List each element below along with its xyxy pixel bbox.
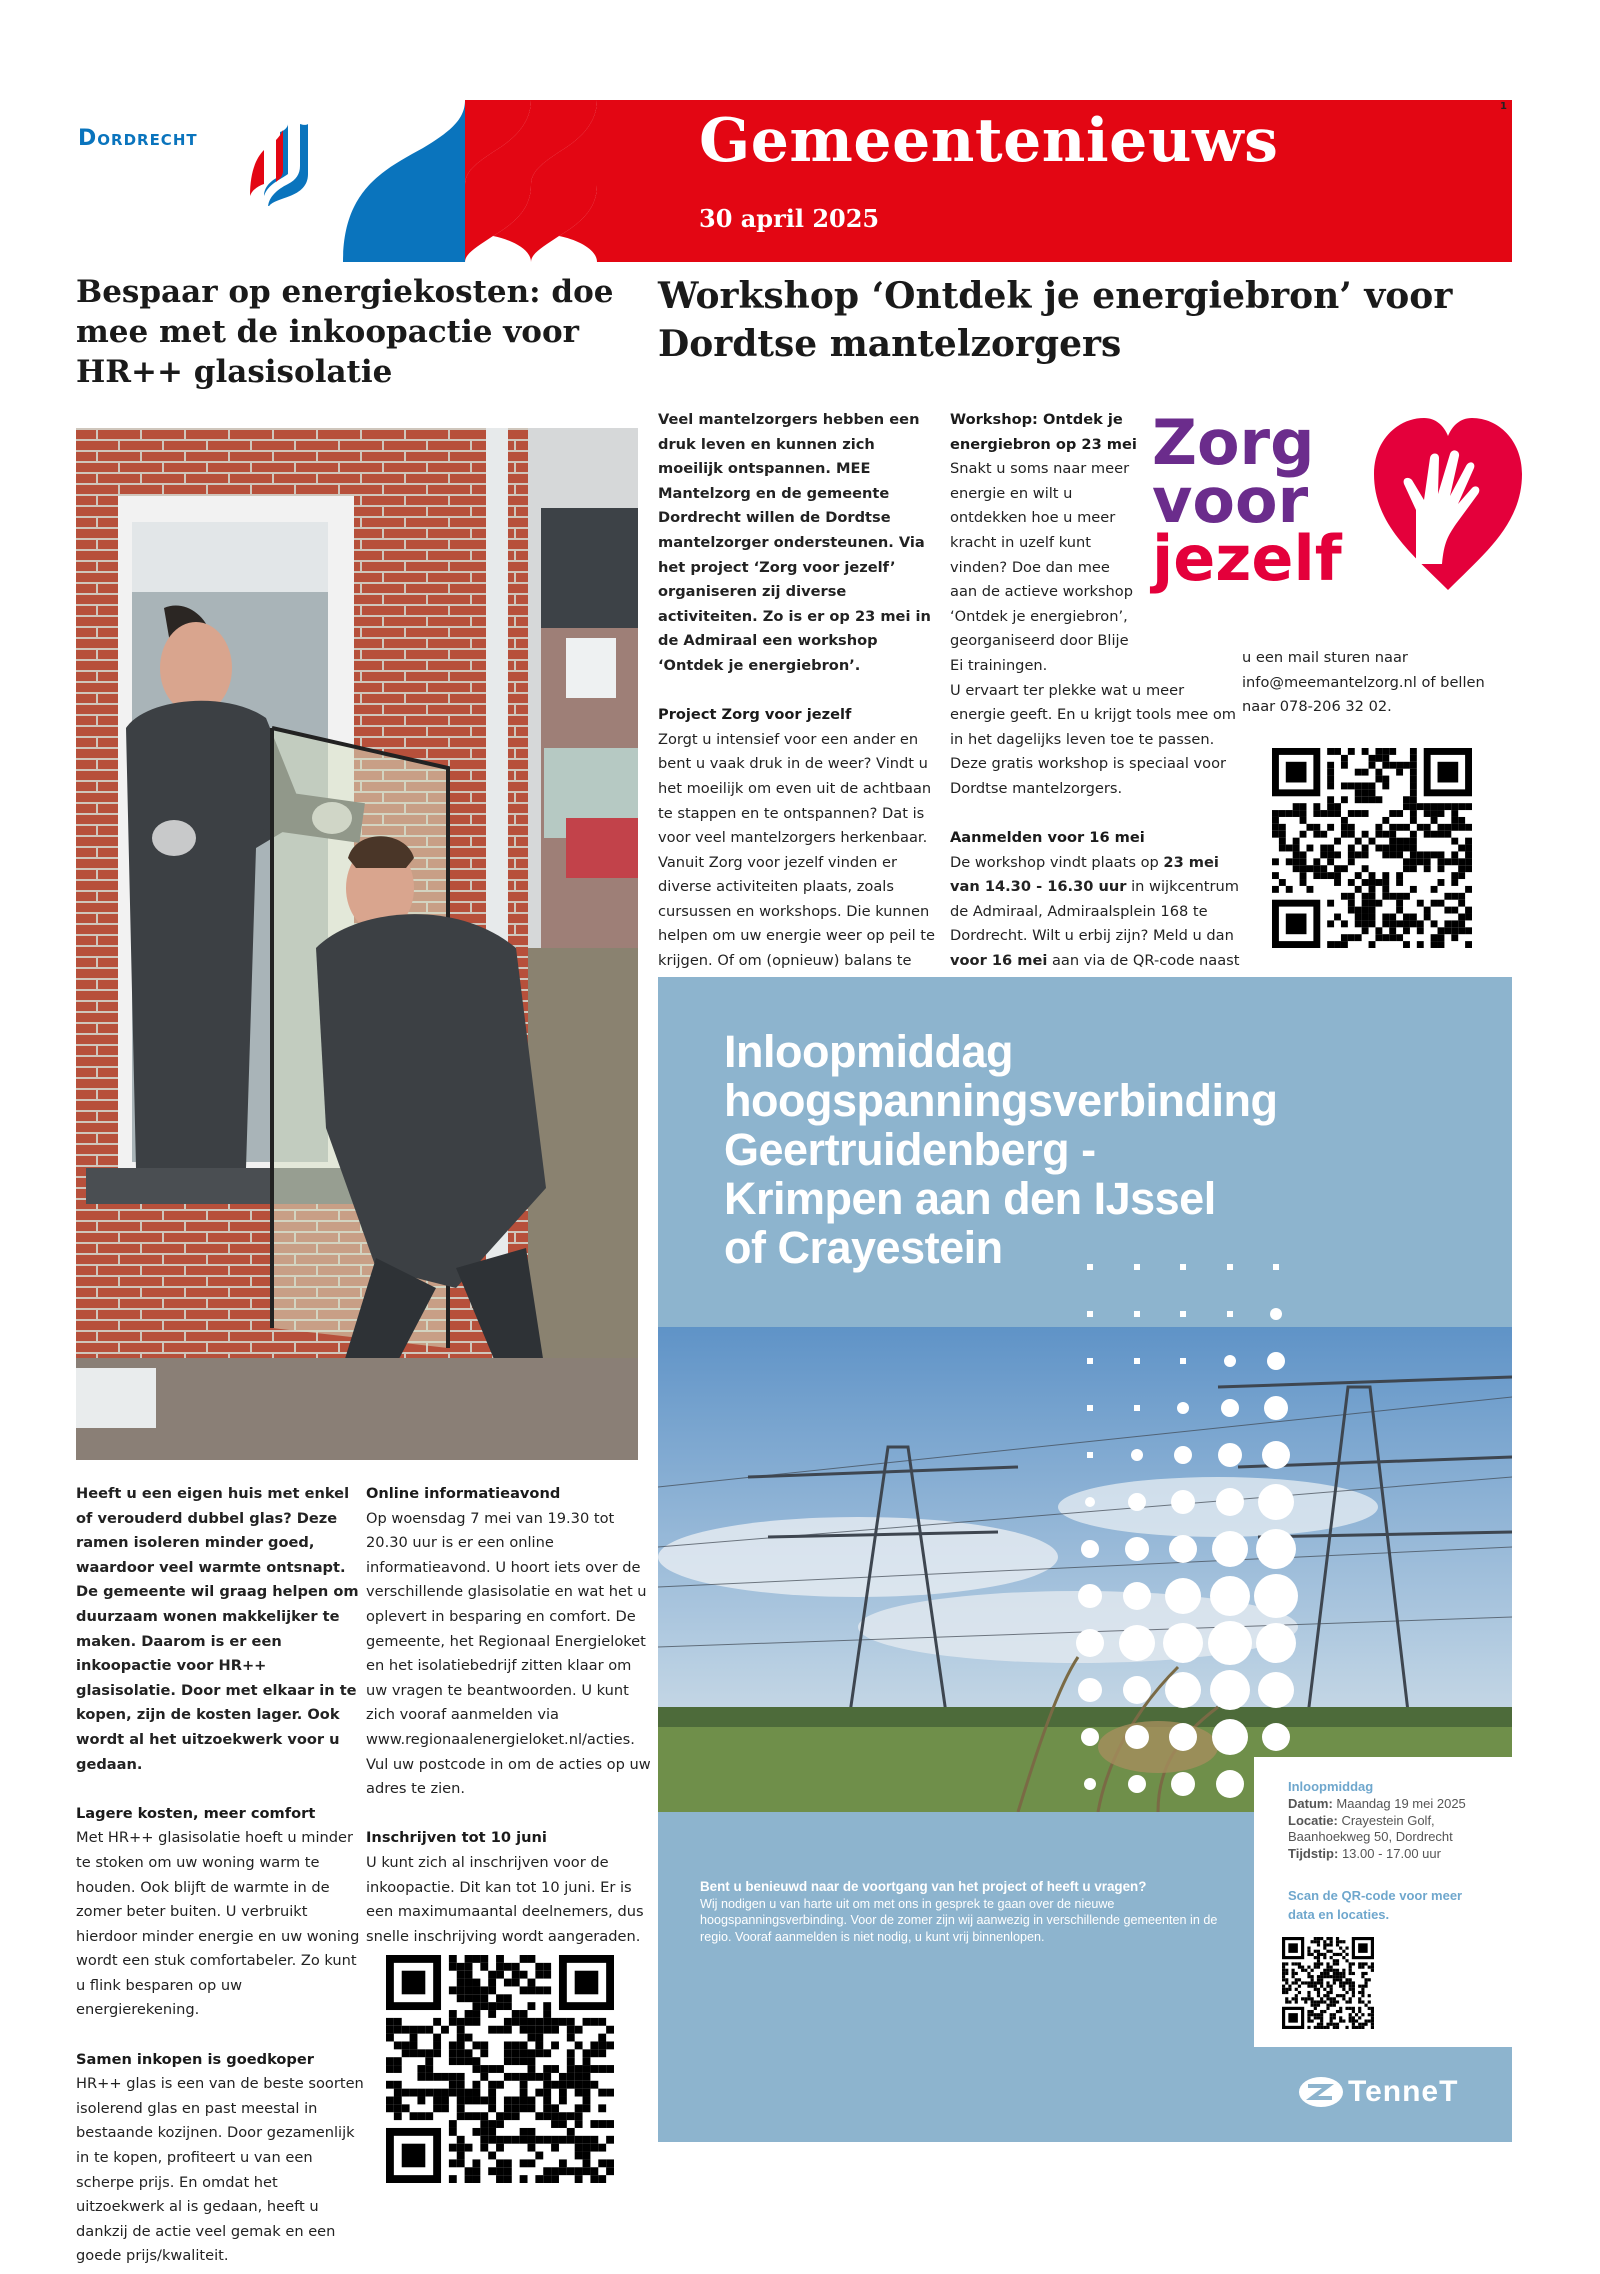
pattern-dot [1258,1672,1294,1708]
pattern-dot [1221,1399,1239,1417]
page-number: 1 [1500,101,1507,112]
section-body: Snakt u soms naar meer energie en wilt u ontdekken hoe u meer kracht in uzelf kunt vinden? Doe dan mee aan de actieve workshop ‘Ontdek je energiebron’, georganiseerd door Blije Ei trainingen. [950,460,1133,674]
section-body: Zorgt u intensief voor een ander en bent u vaak druk in de weer? Vindt u het moeilijk om even uit de achtbaan te stappen en te ontspannen? Dat is voor veel mantelzorgers herkenbaar. Vanuit Zorg voor jezelf vinden er diverse activiteiten plaats, zoals cursussen en workshops. Die kunnen helpen om uw energie weer op peil te krijgen. Of om (opnieuw) balans te [658,730,935,970]
pattern-dot [1125,1537,1149,1561]
text-part: in wijkcentrum de Admiraal, Admiraalsplein 168 te Dordrecht. Wilt u erbij zijn? Meld u dan [950,878,1239,945]
section-body: U kunt zich al inschrijven voor de inkoopactie. Dit kan tot 10 juni. Er is een maximumaantal deelnemers, dus snelle inschrijving wordt aangeraden. [366,1853,644,1945]
article-workshop-column-3 [1242,646,1512,744]
article-glass-title: Bespaar op energiekosten: doe mee met de inkoopactie voor HR++ glasisolatie [76,274,614,390]
pattern-dot [1165,1578,1201,1614]
pattern-dot [1273,1264,1279,1270]
pattern-dot [1210,1670,1250,1710]
pattern-dot [1078,1678,1102,1702]
pattern-dot [1087,1264,1093,1270]
pattern-dot [1174,1446,1192,1464]
pattern-dot [1134,1358,1140,1364]
heart-hand-icon [1372,414,1524,594]
text-part: aan via de QR-code naast [1051,952,1240,970]
tennet-brand-name: TenneT [1348,2075,1459,2108]
logo-line-3: jezelf [1152,522,1342,595]
value: Maandag 19 mei 2025 [1336,1796,1466,1811]
glaziers-photo-illustration [76,428,638,1460]
section-body: Op woensdag 7 mei van 19.30 tot 20.30 uur is er een online informatieavond. U hoort iets over de verschillende glasisolatie en wat het u oplevert in besparing en comfort. De gemeente, het Regionaal Energieloket en het isolatiebedrijf zitten klaar om uw vragen te beantwoorden. U kunt zich vooraf aanmelden via www.regionaalenergieloket.nl/acties. Vul uw postcode in om de acties op uw adres te zien. [366,1509,651,1798]
article-glass-photo [76,428,638,1460]
article-workshop-lead: Veel mantelzorgers hebben een druk leven en kunnen zich moeilijk ontspannen. MEE Mantelzorg en de gemeente Dordrecht willen de Dordtse mantelzorger ondersteunen. Via het project ‘Zorg voor jezelf’ organiseren zij diverse activiteiten. Zo is er op 23 mei in de Admiraal een workshop ‘Ontdek je energiebron’. [658,411,931,674]
pattern-dot [1128,1493,1146,1511]
pattern-dot [1264,1396,1288,1420]
pattern-dot [1208,1621,1252,1665]
info-location [1288,1813,1488,1845]
title-line: hoogspanningsverbinding [724,1075,1278,1126]
info-heading: Inloopmiddag [1288,1779,1374,1794]
label: Datum: [1288,1796,1333,1811]
label: Locatie: [1288,1813,1338,1828]
title-line: of Crayestein [724,1222,1003,1273]
pattern-dot [1123,1676,1151,1704]
text-part: De workshop vindt plaats op [950,853,1164,871]
tennet-logo [1298,2075,1458,2109]
article-glass-lead: Heeft u een eigen huis met enkel of verouderd dubbel glas? Deze ramen isoleren minder goed, waardoor veel warmte ontsnapt. De gemeente wil graag helpen om duurzaam wonen makkelijker te maken. Daarom is er een inkoopactie voor HR++ glasisolatie. Door met elkaar in te kopen, zijn de kosten lager. Ook wordt al het uitzoekwerk voor u gedaan. [76,1485,359,1773]
pattern-dot [1119,1625,1155,1661]
title-line: Geertruidenberg - [724,1124,1096,1175]
section-heading: Inschrijven tot 10 juni [366,1829,547,1847]
section-heading: Lagere kosten, meer comfort [76,1804,316,1822]
pattern-dot [1180,1358,1186,1364]
pattern-dot [1165,1672,1201,1708]
pattern-dot [1125,1725,1149,1749]
pattern-dot [1216,1770,1244,1798]
pattern-dot [1169,1535,1197,1563]
zorg-voor-jezelf-logo [1152,406,1522,610]
logo-line-2: voor [1152,464,1309,537]
pattern-dot [1087,1358,1093,1364]
section-body: Met HR++ glasisolatie hoeft u minder te stoken om uw woning warm te houden. Ook blijft de warmte in de zomer beter buiten. U verbruikt hierdoor minder energie en uw woning wordt een stuk comfortabeler. Zo kunt u flink besparen op uw energierekening. [76,1829,360,2019]
intro-heading: Bent u benieuwd naar de voortgang van het project of heeft u vragen? [700,1879,1147,1894]
scan-instruction: Scan de QR-code voor meer data en locaties. [1288,1888,1463,1922]
info-date [1288,1796,1488,1812]
dordrecht-flag-icon [250,124,310,206]
info-time [1288,1846,1488,1862]
pattern-dot [1171,1490,1195,1514]
section-heading: Project Zorg voor jezelf [658,706,852,724]
glass-qr-code[interactable] [386,1955,614,2183]
publication-date: 30 april 2025 [699,204,880,233]
title-line: Inloopmiddag [724,1026,1013,1077]
pattern-dot [1134,1264,1140,1270]
pattern-dot [1262,1723,1290,1751]
pattern-dot [1227,1264,1233,1270]
pattern-dot [1134,1311,1140,1317]
tennet-intro [700,1879,1220,1945]
article-glass-column-1 [76,1482,364,2274]
text-part-bold: voor 16 mei [950,952,1048,970]
section-heading: Online informatieavond [366,1485,561,1502]
tennet-swirl-icon [1298,2076,1344,2108]
pattern-dot [1076,1629,1104,1657]
event-info-box [1254,1757,1512,2047]
tennet-advertisement [658,977,1512,2142]
pattern-dot [1254,1574,1298,1618]
pattern-dot [1262,1441,1290,1469]
section-body-continued: U ervaart ter plekke wat u meer energie geeft. En u krijgt tools mee om in het dagelijks leven toe te passen. Deze gratis workshop is speciaal voor Dordtse mantelzorgers. [950,681,1237,797]
pattern-dot [1256,1529,1296,1569]
pattern-dot [1270,1308,1282,1320]
pattern-dot [1131,1449,1143,1461]
pattern-dot [1078,1584,1102,1608]
value: Crayestein Golf, Baanhoekweg 50, Dordrecht [1288,1813,1453,1844]
municipality-name: Dordrecht [78,126,198,151]
publication-title: Gemeentenieuws [699,106,1279,176]
pattern-dot [1224,1355,1236,1367]
article-workshop-column-1 [658,408,938,1023]
pattern-dot [1177,1402,1189,1414]
masthead-banner [683,100,1512,262]
masthead-decoration [343,100,685,262]
article-glass-column-2 [366,1482,656,1974]
pattern-dot [1169,1723,1197,1751]
section-body: HR++ glas is een van de beste soorten isolerend glas en past meestal in bestaande kozijnen. Door gezamenlijk in te kopen, profiteert u van een scherpe prijs. En omdat het uitzoekwerk al is gedaan, heeft u dankzij de actie veel gemak en een goede prijs/kwaliteit. [76,2075,364,2265]
pattern-dot [1218,1443,1242,1467]
pattern-dot [1180,1311,1186,1317]
intro-body: Wij nodigen u van harte uit om met ons in gesprek te gaan over de nieuwe hoogspanningsverbinding. Voor de zomer zijn wij aanwezig in verschillende gemeenten in de regio. Vooraf aanmelden is niet nodig, u kunt vrij binnenlopen. [700,1896,1218,1944]
tennet-qr-code[interactable] [1282,1937,1374,2029]
label: Tijdstip: [1288,1846,1339,1861]
title-line: Krimpen aan den IJssel [724,1173,1216,1224]
pattern-dot [1123,1582,1151,1610]
article-workshop-title: Workshop ‘Ontdek je energiebron’ voor Dordtse mantelzorgers [658,275,1453,365]
pattern-dot [1267,1352,1285,1370]
pattern-dot [1212,1719,1248,1755]
workshop-qr-code[interactable] [1272,748,1472,948]
logo-line-1: Zorg [1152,406,1315,479]
pattern-dot [1210,1576,1250,1616]
pattern-dot [1163,1623,1203,1663]
pattern-dot [1084,1778,1096,1790]
section-heading: Aanmelden voor 16 mei [950,829,1145,847]
pattern-dot [1216,1488,1244,1516]
pattern-dot [1256,1623,1296,1663]
pattern-dot [1227,1311,1233,1317]
pattern-dot [1134,1405,1140,1411]
pattern-dot [1171,1772,1195,1796]
section-heading: Workshop: Ontdek je energiebron op 23 mei [950,411,1137,453]
section-heading: Samen inkopen is goedkoper [76,2050,314,2068]
pattern-dot [1087,1311,1093,1317]
contact-info: u een mail sturen naar info@meemantelzorg.nl of bellen naar 078-206 32 02. [1242,649,1485,716]
pattern-dot [1081,1728,1099,1746]
value: 13.00 - 17.00 uur [1341,1846,1441,1861]
pattern-dot [1087,1405,1093,1411]
dordrecht-logo [78,126,198,151]
pattern-dot [1180,1264,1186,1270]
pattern-dot [1087,1452,1093,1458]
pattern-dot [1081,1540,1099,1558]
pattern-dot [1212,1531,1248,1567]
pattern-dot [1085,1497,1095,1507]
text-part-bold: 23 mei van 14.30 - 16.30 uur [950,853,1219,896]
pattern-dot [1258,1484,1294,1520]
pattern-dot [1128,1775,1146,1793]
